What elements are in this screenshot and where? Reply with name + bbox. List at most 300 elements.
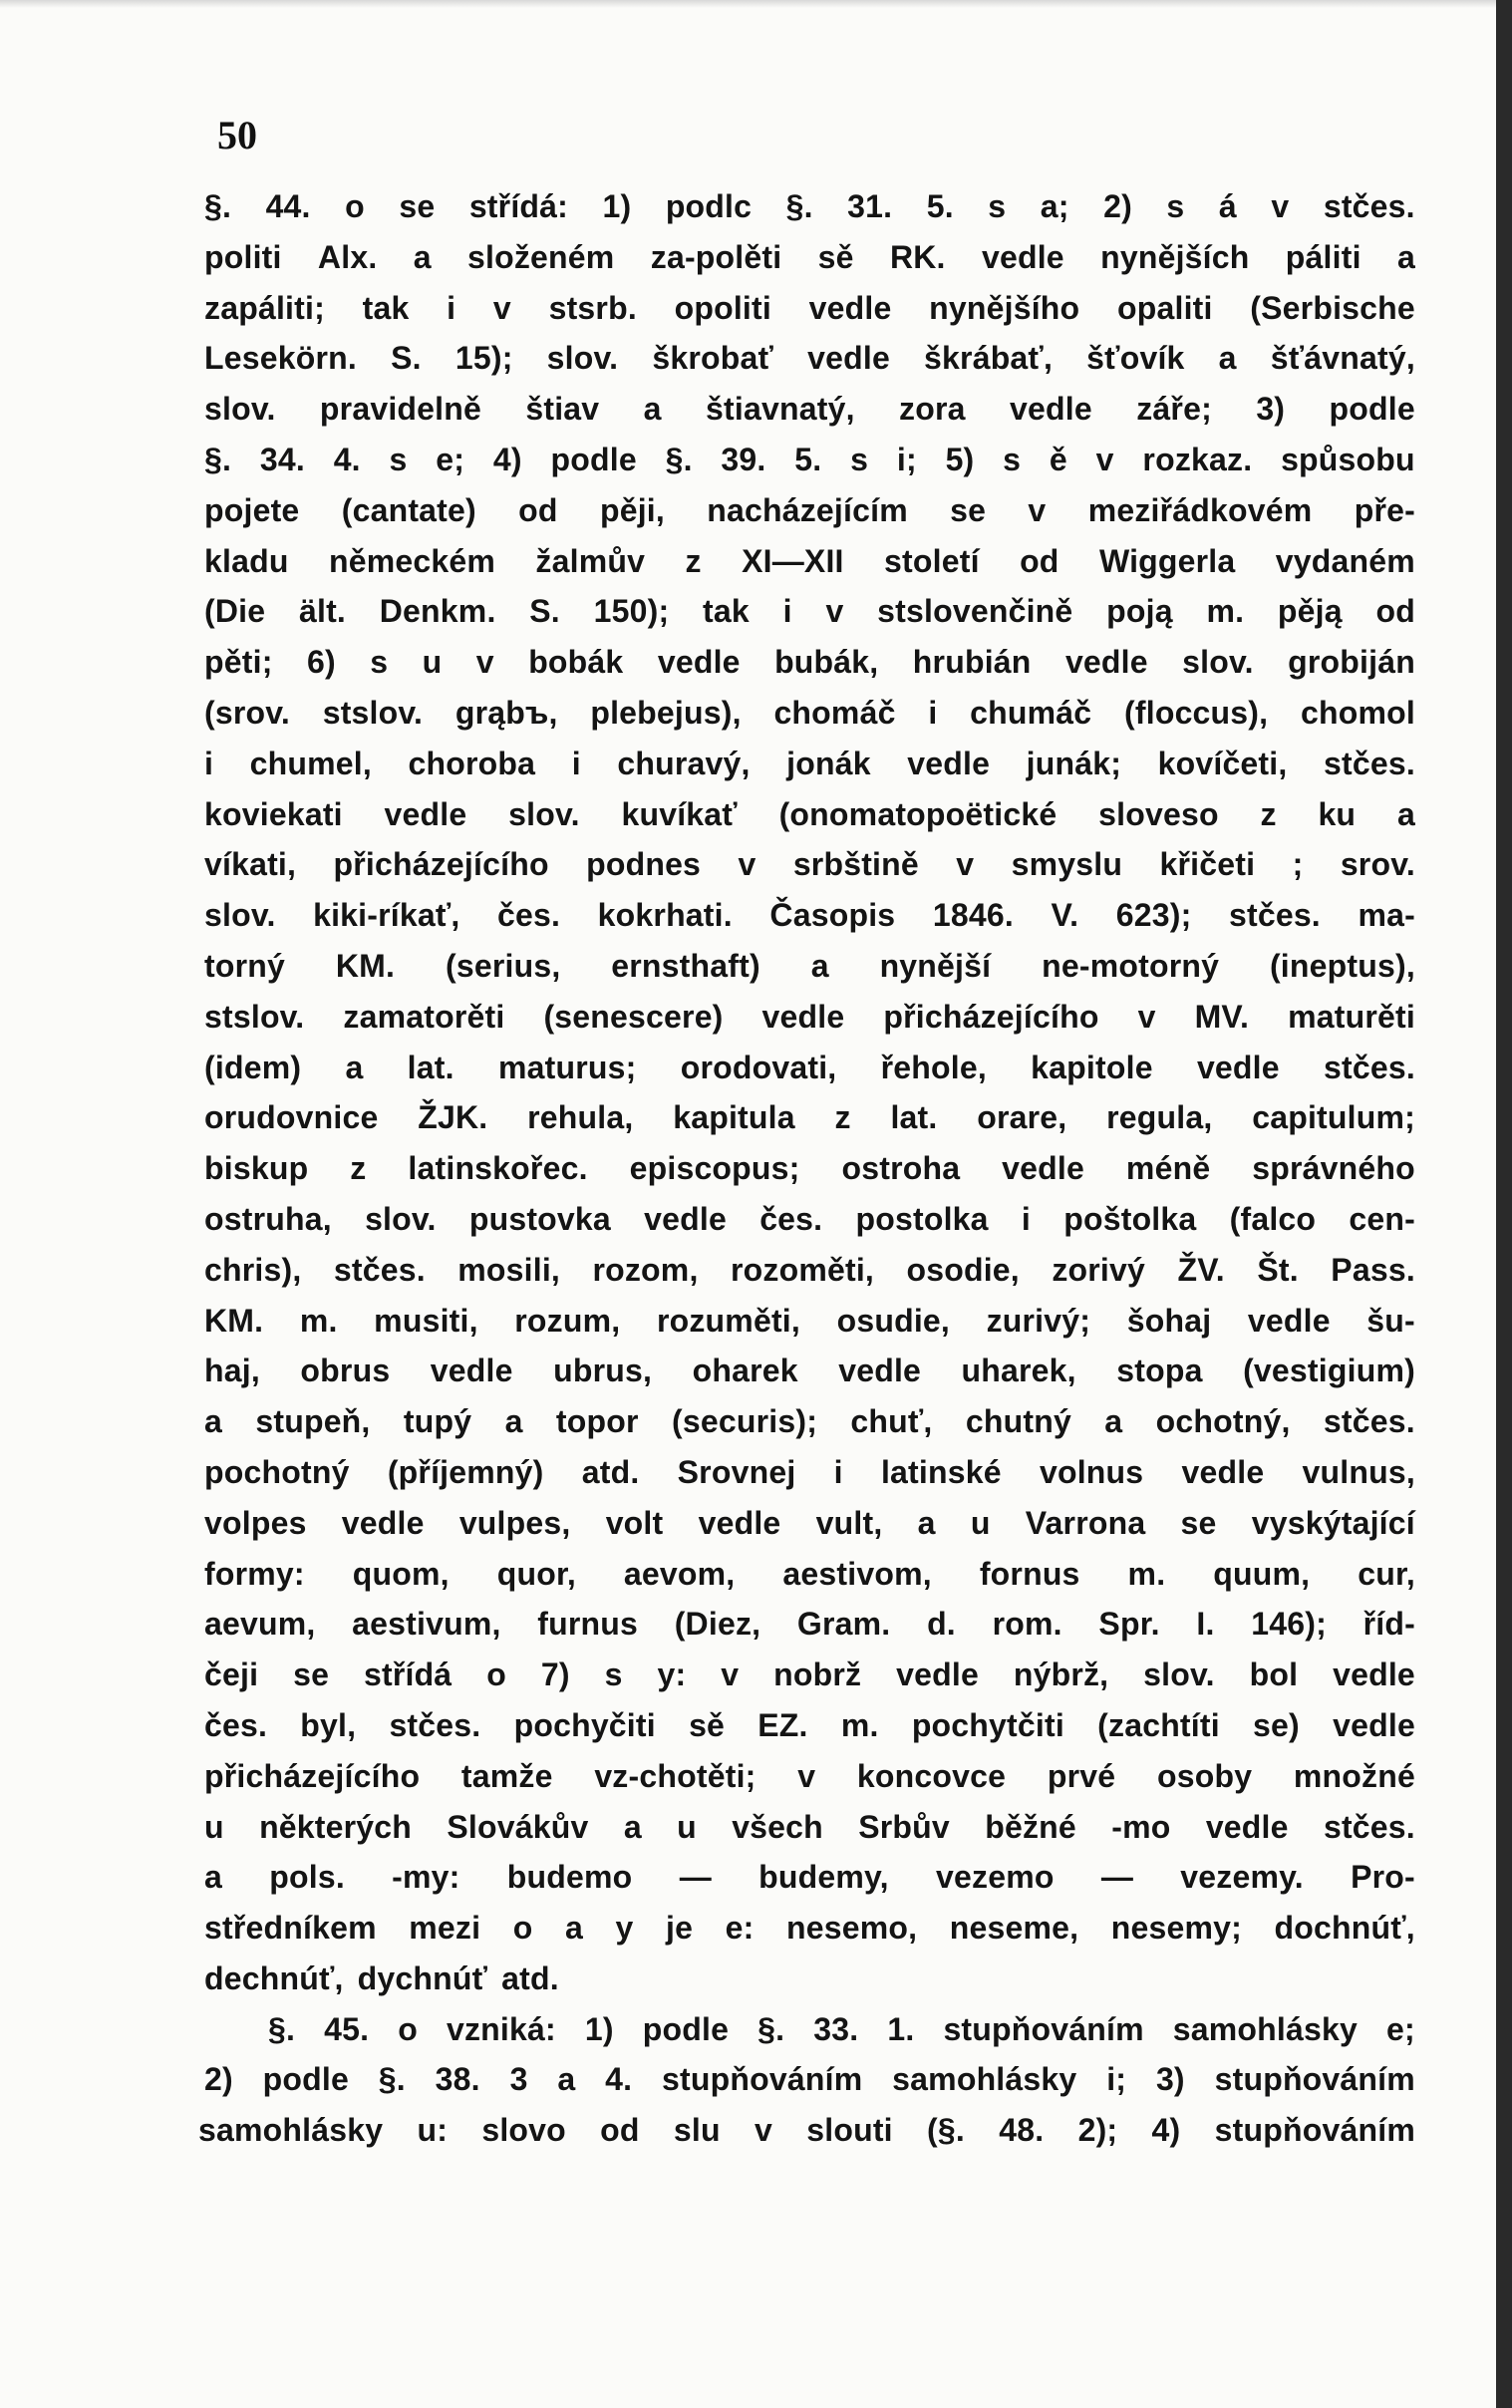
word: Varrona <box>1025 1504 1146 1541</box>
word: stčes. <box>1228 897 1321 934</box>
word: ält. <box>298 593 347 630</box>
word: složeném <box>467 238 615 275</box>
word: vedle <box>1333 1706 1415 1743</box>
word: osoby <box>1156 1757 1253 1794</box>
word: srbštině <box>792 846 919 883</box>
word: i; <box>896 441 917 477</box>
word: maturus; <box>497 1049 637 1085</box>
word: stopa <box>1116 1353 1203 1389</box>
word: vedle <box>1196 1049 1280 1085</box>
word: podle <box>262 2061 349 2098</box>
word: vulnus, <box>1302 1453 1415 1490</box>
text-line <box>204 992 1415 1043</box>
word: od <box>1020 542 1059 579</box>
word: 38. <box>435 2061 480 2098</box>
word: grąbъ, <box>454 694 558 731</box>
word: pols. <box>269 1859 345 1896</box>
word: aestivum, <box>352 1606 501 1643</box>
word: stupňováním <box>943 2010 1144 2047</box>
text-line <box>204 232 1415 283</box>
word: episcopus; <box>629 1150 800 1187</box>
word: páliti <box>1285 238 1361 275</box>
word: §. <box>785 188 813 224</box>
word: se <box>293 1656 330 1693</box>
text-line <box>204 941 1415 992</box>
word: haj, <box>204 1353 260 1389</box>
word: obrus <box>300 1353 391 1389</box>
word: říd- <box>1362 1606 1415 1643</box>
word: 1) <box>584 2010 614 2047</box>
word: Denkm. <box>379 593 496 630</box>
body-text <box>198 181 1415 2156</box>
word: z <box>1260 795 1277 832</box>
word: osudie, <box>836 1302 950 1339</box>
text-line <box>204 1700 1415 1751</box>
word: středníkem <box>204 1910 377 1947</box>
word: chomol <box>1300 694 1415 731</box>
word: §. <box>204 441 232 477</box>
word: a <box>643 391 662 428</box>
word: záře; <box>1136 391 1212 428</box>
word: kapitula <box>673 1099 795 1136</box>
text-line <box>204 1650 1415 1700</box>
word: slov. <box>204 391 276 428</box>
word: šohaj <box>1126 1302 1212 1339</box>
word: šťávnatý, <box>1270 340 1415 377</box>
word: podle <box>1329 391 1415 428</box>
word: stčes. <box>389 1706 481 1743</box>
word: vedle <box>644 1200 727 1237</box>
word: §. <box>757 2010 785 2047</box>
word: čeji <box>204 1656 259 1693</box>
word: Pass. <box>1331 1251 1415 1288</box>
word: nynější <box>879 947 992 984</box>
word: a <box>1218 340 1237 377</box>
word: mosili, <box>457 1251 561 1288</box>
word: (ineptus), <box>1269 947 1415 984</box>
word: kapitole <box>1031 1049 1153 1085</box>
word: vedle <box>761 998 845 1035</box>
word: nobrž <box>773 1656 862 1693</box>
word: RK. <box>889 238 946 275</box>
word: jonák <box>786 745 871 781</box>
word: podnes <box>586 846 702 883</box>
word: 44. <box>265 188 311 224</box>
word: volpes <box>204 1504 307 1541</box>
word: nacházejícím <box>707 491 908 528</box>
word: stupeň, <box>255 1403 371 1440</box>
word: vedle <box>981 238 1064 275</box>
word: XI—XII <box>742 542 844 579</box>
word: (Die <box>204 593 266 630</box>
word: u <box>970 1504 991 1541</box>
word: Wiggerla <box>1098 542 1236 579</box>
word: (idem) <box>204 1049 302 1085</box>
word: orare, <box>977 1099 1067 1136</box>
word: se <box>1180 1504 1217 1541</box>
word: kladu <box>204 542 289 579</box>
word: spůsobu <box>1281 441 1415 477</box>
word: e: <box>725 1910 755 1947</box>
word: z <box>834 1099 851 1136</box>
word: vedle <box>838 1353 922 1389</box>
word: 3) <box>1155 2061 1185 2098</box>
word: o <box>512 1910 533 1947</box>
word: ŽJK. <box>418 1099 488 1136</box>
word: je <box>666 1910 694 1947</box>
word: škrábať, <box>924 340 1054 377</box>
word: latinské <box>880 1453 1002 1490</box>
word: šu- <box>1366 1302 1415 1339</box>
word: štiav <box>525 391 600 428</box>
word: se <box>950 491 987 528</box>
word: stčes. <box>333 1251 426 1288</box>
word: o <box>398 2010 418 2047</box>
word: vedle <box>808 289 892 326</box>
word: opoliti <box>674 289 771 326</box>
word: kovíčeti, <box>1157 745 1288 781</box>
word: EZ. <box>757 1706 808 1743</box>
word: čes. <box>497 897 561 934</box>
word: stčes. <box>1323 188 1415 224</box>
word: 2); <box>1077 2112 1118 2149</box>
word: slov. <box>1143 1656 1215 1693</box>
word: kuvíkať <box>621 795 738 832</box>
word: i <box>833 1453 843 1490</box>
word: 1. <box>887 2010 915 2047</box>
word: 48. <box>999 2112 1045 2149</box>
word: Pro- <box>1351 1859 1415 1896</box>
word: Srovnej <box>677 1453 796 1490</box>
word: torný <box>204 947 285 984</box>
word: quum, <box>1213 1555 1311 1592</box>
text-line <box>204 1802 1415 1853</box>
word: sě <box>817 238 854 275</box>
word: formy: <box>204 1555 305 1592</box>
word: nynějšího <box>929 289 1080 326</box>
word: dechnúť, <box>204 1959 344 1996</box>
word: volnus <box>1039 1453 1144 1490</box>
word: Gram. <box>796 1606 891 1643</box>
word: vedle <box>1247 1302 1331 1339</box>
word: bol <box>1249 1656 1299 1693</box>
text-line <box>204 1954 1415 2004</box>
word: (falco <box>1229 1200 1317 1237</box>
word: ostruha, <box>204 1200 332 1237</box>
word: (securis); <box>672 1403 818 1440</box>
word: o <box>486 1656 506 1693</box>
text-line <box>204 435 1415 485</box>
word: m. <box>299 1302 338 1339</box>
word: vedle <box>384 795 467 832</box>
word: koncovce <box>856 1757 1007 1794</box>
word: ; <box>1292 846 1304 883</box>
word: S. <box>391 340 422 377</box>
word: bubák, <box>774 644 879 681</box>
word: se) <box>1253 1706 1300 1743</box>
word: -my: <box>392 1859 460 1896</box>
word: churavý, <box>617 745 751 781</box>
word: samohlásky <box>1172 2010 1358 2047</box>
word: s <box>389 441 408 477</box>
word: rehula, <box>527 1099 634 1136</box>
word: plebejus), <box>590 694 742 731</box>
word: d. <box>927 1606 956 1643</box>
word: a <box>204 1859 222 1896</box>
word: junák; <box>1026 745 1122 781</box>
word: chuť, <box>850 1403 933 1440</box>
word: Spr. <box>1098 1606 1160 1643</box>
word: mezi <box>409 1910 481 1947</box>
word: — <box>1100 1859 1134 1896</box>
word: lat. <box>407 1049 454 1085</box>
word: stslov. <box>322 694 424 731</box>
word: u <box>204 1808 224 1845</box>
text-line <box>204 1043 1415 1093</box>
word: zurivý; <box>986 1302 1091 1339</box>
word: stupňováním <box>662 2061 863 2098</box>
word: vedle <box>1333 1656 1415 1693</box>
word: vedle <box>698 1504 781 1541</box>
word: i; <box>1106 2061 1127 2098</box>
word: slov. <box>508 795 580 832</box>
word: u: <box>417 2112 449 2149</box>
word: furnus <box>537 1606 639 1643</box>
word: zapáliti; <box>204 289 325 326</box>
word: i <box>571 745 581 781</box>
word: všech <box>732 1808 823 1845</box>
word: vulpes, <box>458 1504 571 1541</box>
word: poštolka <box>1063 1200 1197 1237</box>
word: volt <box>605 1504 664 1541</box>
word: množné <box>1293 1757 1415 1794</box>
word: 3 <box>509 2061 528 2098</box>
word: Alx. <box>317 238 378 275</box>
word: atd. <box>581 1453 640 1490</box>
word: a <box>810 947 829 984</box>
word: aestivom, <box>782 1555 932 1592</box>
word: MV. <box>1194 998 1250 1035</box>
word: šťovík <box>1086 340 1185 377</box>
word: chumel, <box>249 745 372 781</box>
word: se <box>399 188 436 224</box>
word: zamatorěti <box>343 998 505 1035</box>
word: orudovnice <box>204 1099 379 1136</box>
word: sloveso <box>1098 795 1219 832</box>
word: pře- <box>1354 491 1415 528</box>
word: slu <box>673 2112 721 2149</box>
word: sě <box>689 1706 726 1743</box>
word: grobiján <box>1288 644 1415 681</box>
word: (serius, <box>445 947 561 984</box>
word: ě <box>1049 441 1067 477</box>
word: (příjemný) <box>387 1453 544 1490</box>
word: v <box>721 1656 740 1693</box>
word: rozoměti, <box>730 1251 875 1288</box>
word: budemo <box>506 1859 633 1896</box>
word: u <box>422 644 443 681</box>
word: 146); <box>1251 1606 1327 1643</box>
text-line <box>204 1296 1415 1347</box>
word: KM. <box>335 947 396 984</box>
word: 5. <box>794 441 822 477</box>
word: a <box>557 2061 576 2098</box>
word: vz-chotěti; <box>594 1757 756 1794</box>
word: Št. <box>1257 1251 1299 1288</box>
word: podlc <box>665 188 753 224</box>
word: ŽV. <box>1177 1251 1225 1288</box>
word: rozkaz. <box>1142 441 1253 477</box>
word: méně <box>1125 1150 1211 1187</box>
word: a <box>917 1504 936 1541</box>
word: chutný <box>965 1403 1071 1440</box>
word: a <box>623 1808 642 1845</box>
text-line <box>204 890 1415 941</box>
word: 4) <box>492 441 522 477</box>
text-line <box>204 1194 1415 1245</box>
word: byl, <box>300 1706 357 1743</box>
text-line <box>204 2054 1415 2105</box>
word: vedle <box>907 745 991 781</box>
word: §. <box>204 188 232 224</box>
word: tamže <box>460 1757 553 1794</box>
word: pustovka <box>468 1200 611 1237</box>
word: pravidelně <box>319 391 481 428</box>
word: slouti <box>806 2112 893 2149</box>
text-line <box>204 586 1415 637</box>
word: 4) <box>1151 2112 1181 2149</box>
word: fornus <box>979 1555 1080 1592</box>
text-line <box>204 1092 1415 1143</box>
text-line <box>204 283 1415 334</box>
word: ma- <box>1358 897 1415 934</box>
word: vezemo <box>936 1859 1055 1896</box>
word: od <box>1375 593 1415 630</box>
word: v <box>755 2112 772 2149</box>
word: §. <box>378 2061 406 2098</box>
word: rozum, <box>514 1302 621 1339</box>
word: nesemy; <box>1110 1910 1242 1947</box>
word: 5) <box>945 441 975 477</box>
word: 45. <box>324 2010 370 2047</box>
word: y: <box>657 1656 687 1693</box>
word: vedle <box>430 1353 513 1389</box>
word: nýbrž, <box>1013 1656 1109 1693</box>
word: poją <box>1106 593 1173 630</box>
word: ostroha <box>841 1150 961 1187</box>
text-line <box>204 384 1415 435</box>
word: smyslu <box>1011 846 1123 883</box>
word: á <box>1218 188 1237 224</box>
word: a <box>204 1403 222 1440</box>
word: I. <box>1196 1606 1215 1643</box>
word: hrubián <box>912 644 1032 681</box>
word: 2) <box>204 2061 233 2098</box>
word: bobák <box>528 644 624 681</box>
word: přicházejícího <box>883 998 1099 1035</box>
word: a <box>1396 238 1415 275</box>
word: víkati, <box>204 846 297 883</box>
word: aevum, <box>204 1606 316 1643</box>
word: §. <box>665 441 693 477</box>
word: kiki-ríkať, <box>313 897 460 934</box>
word: biskup <box>204 1150 309 1187</box>
word: století <box>884 542 980 579</box>
word: v <box>492 289 511 326</box>
word: latinskořec. <box>408 1150 588 1187</box>
word: v <box>1137 998 1156 1035</box>
word: (§. <box>927 2112 965 2149</box>
word: (Diez, <box>674 1606 761 1643</box>
word: s <box>604 1656 623 1693</box>
word: (cantate) <box>341 491 476 528</box>
word: s <box>850 441 869 477</box>
word: čes. <box>204 1706 268 1743</box>
word: pochyčiti <box>513 1706 656 1743</box>
word: podle <box>642 2010 730 2047</box>
text-line <box>204 1751 1415 1802</box>
word: (onomatopoëtické <box>778 795 1058 832</box>
word: regula, <box>1106 1099 1213 1136</box>
word: vedle <box>1064 644 1148 681</box>
word: s <box>1166 188 1185 224</box>
word: 1) <box>602 188 632 224</box>
word: střídá <box>363 1656 453 1693</box>
word: v <box>956 846 975 883</box>
word: s <box>1003 441 1022 477</box>
word: a <box>564 1910 583 1947</box>
page-number: 50 <box>217 113 257 157</box>
word: 5. <box>926 188 954 224</box>
text-line <box>204 1852 1415 1903</box>
word: od <box>518 491 558 528</box>
text-line <box>198 2105 1415 2156</box>
word: stupňováním <box>1214 2112 1415 2149</box>
word: (zachtíti <box>1097 1706 1220 1743</box>
text-line <box>204 839 1415 890</box>
word: v <box>825 593 844 630</box>
word: vydaném <box>1275 542 1415 579</box>
word: německém <box>328 542 496 579</box>
word: vedle <box>896 1656 979 1693</box>
word: 7) <box>540 1656 570 1693</box>
word: m. <box>1206 593 1245 630</box>
word: -mo <box>1111 1808 1171 1845</box>
word: stslov. <box>204 998 305 1035</box>
word: e; <box>1386 2010 1415 2047</box>
word: pojete <box>204 491 300 528</box>
word: budemy, <box>758 1859 889 1896</box>
word: cur, <box>1358 1555 1415 1592</box>
word: stčes. <box>1324 745 1415 781</box>
word: z <box>685 542 702 579</box>
word: chumáč <box>970 694 1092 731</box>
word: dychnúť <box>357 1959 488 1996</box>
scan-top-edge <box>0 0 1512 8</box>
word: aevom, <box>623 1555 736 1592</box>
text-line <box>204 333 1415 384</box>
text-line <box>204 536 1415 587</box>
word: vedle <box>1181 1453 1265 1490</box>
word: stslovenčině <box>877 593 1073 630</box>
word: 34. <box>259 441 305 477</box>
word: vedle <box>1205 1808 1289 1845</box>
word: slov. <box>1182 644 1254 681</box>
word: vezemy. <box>1180 1859 1304 1896</box>
word: v <box>1028 491 1047 528</box>
word: podle <box>550 441 637 477</box>
word: s <box>988 188 1007 224</box>
